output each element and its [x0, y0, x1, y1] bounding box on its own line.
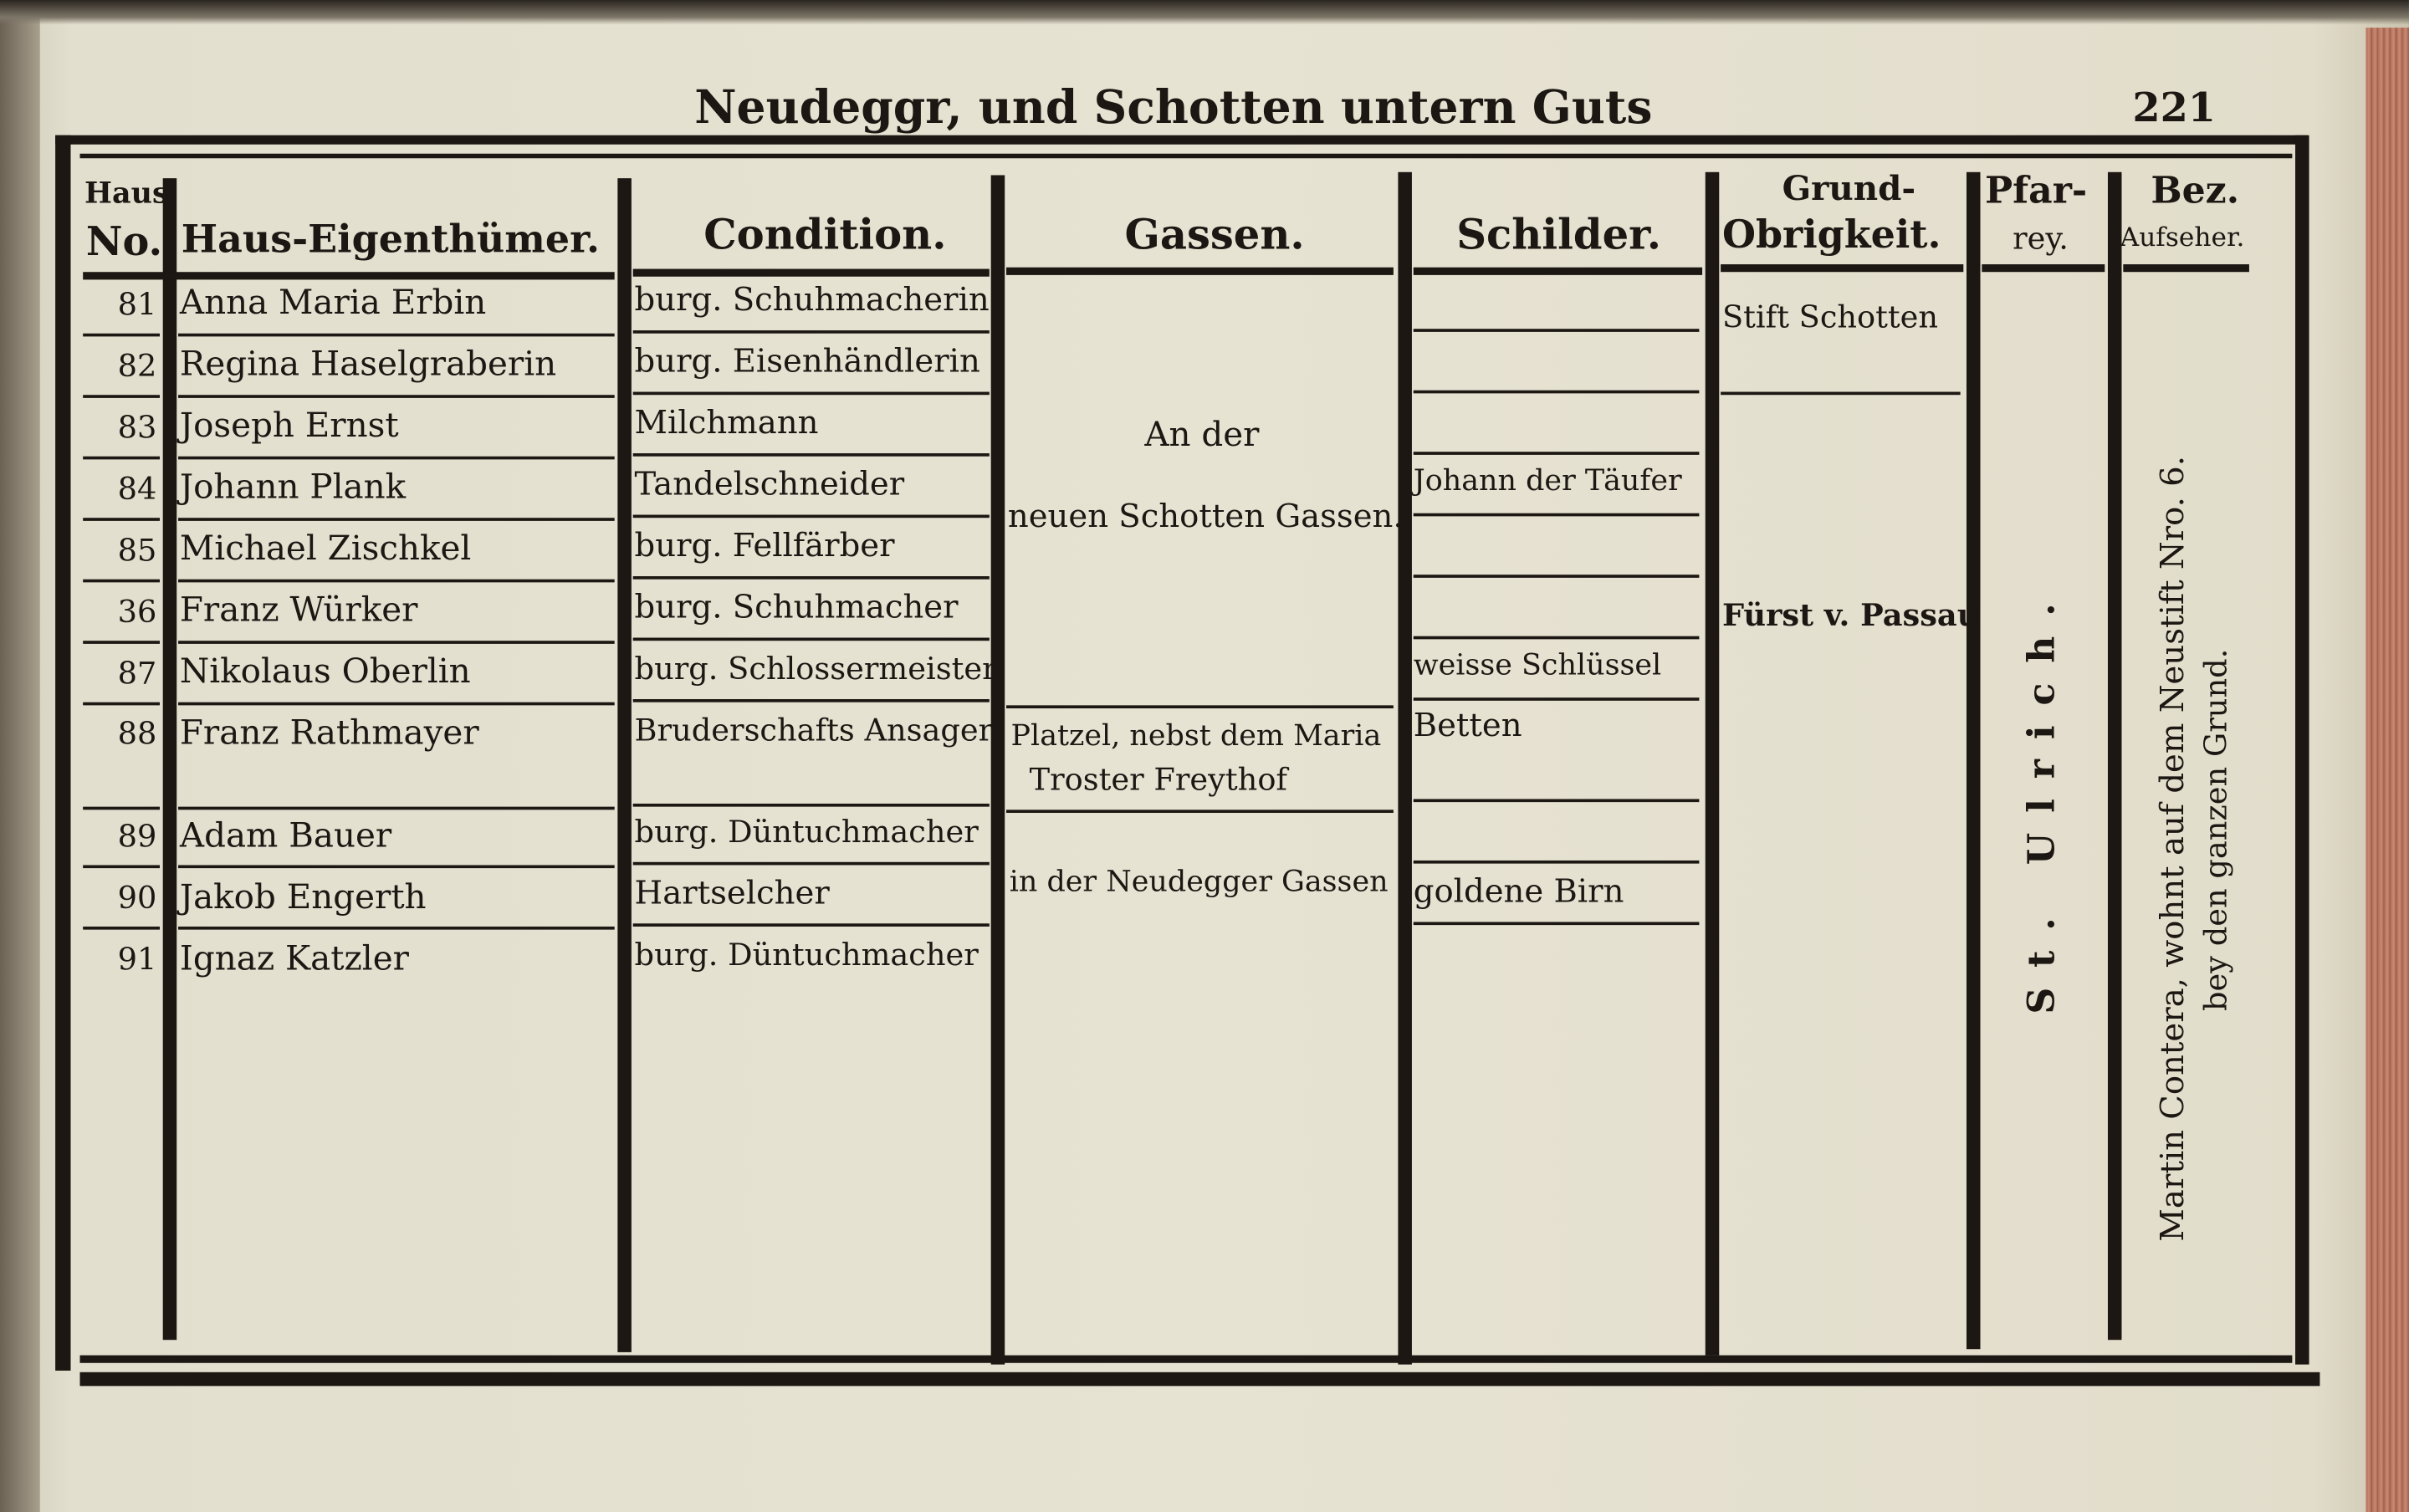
row-no: 85	[117, 531, 157, 569]
bez-aufseher-line1: Martin Contera, wohnt auf dem Neustift Nro. 6.	[2154, 455, 2192, 1242]
row-condition: Milchmann	[634, 404, 819, 442]
row-condition: burg. Schlossermeister	[634, 650, 997, 687]
row-condition: burg. Fellfärber	[634, 527, 895, 564]
row-no: 87	[117, 654, 157, 692]
row-owner: Adam Bauer	[179, 817, 392, 856]
header-grund-1: Grund-	[1782, 169, 1916, 209]
schild-weisse: weisse Schlüssel	[1413, 648, 1662, 682]
header-haus: Haus	[84, 176, 169, 211]
header-schilder: Schilder.	[1456, 212, 1662, 260]
row-condition: burg. Eisenhändlerin	[634, 342, 980, 380]
row-no: 81	[117, 285, 157, 323]
row-no: 82	[117, 347, 157, 385]
bez-aufseher-line2: bey den ganzen Grund.	[2197, 648, 2234, 1012]
pfarrey-text: St. Ulrich.	[2018, 583, 2064, 1014]
book-spine	[0, 0, 40, 1512]
row-owner: Jakob Engerth	[179, 878, 427, 917]
header-grund-2: Obrigkeit.	[1721, 212, 1941, 257]
row-condition: Bruderschafts Ansager	[634, 711, 994, 748]
header-bez-2: Aufseher.	[2120, 222, 2245, 254]
row-owner: Johann Plank	[179, 468, 407, 508]
row-condition: burg. Schuhmacher	[634, 588, 959, 626]
row-no: 83	[117, 408, 157, 446]
row-owner: Franz Würker	[179, 591, 418, 631]
row-no: 91	[117, 940, 157, 978]
schild-johann: Johann der Täufer	[1413, 463, 1682, 498]
row-no: 36	[117, 593, 157, 631]
header-gassen: Gassen.	[1124, 212, 1305, 260]
gassen-group1-line2: neuen Schotten Gassen.	[1007, 498, 1404, 535]
grund-fuerst-passau: Fürst v. Passau	[1721, 595, 1980, 634]
row-owner: Ignaz Katzler	[179, 940, 409, 979]
header-bez-1: Bez.	[2151, 167, 2240, 212]
grund-stift-schotten: Stift Schotten	[1721, 298, 1939, 335]
row-condition: burg. Düntuchmacher	[634, 812, 979, 850]
row-condition: Hartselcher	[634, 874, 830, 912]
row-owner: Joseph Ernst	[179, 406, 399, 446]
header-no: No.	[85, 219, 163, 266]
row-owner: Regina Haselgraberin	[179, 345, 557, 385]
header-pfarr-2: rey.	[2013, 219, 2069, 257]
gassen-group2-line1: Platzel, nebst dem Maria	[1010, 718, 1382, 753]
row-condition: burg. Düntuchmacher	[634, 935, 979, 973]
row-owner: Anna Maria Erbin	[179, 284, 487, 323]
row-owner: Franz Rathmayer	[179, 714, 479, 753]
top-shadow	[0, 0, 2409, 24]
row-condition: Tandelschneider	[634, 465, 905, 503]
row-no: 89	[117, 817, 157, 855]
schild-birn: goldene Birn	[1413, 872, 1624, 910]
row-no: 88	[117, 714, 157, 752]
gassen-group1-line1: An der	[1144, 416, 1260, 455]
row-no: 90	[117, 878, 157, 917]
row-owner: Michael Zischkel	[179, 529, 472, 569]
page-number: 221	[2132, 85, 2217, 133]
header-condition: Condition.	[703, 212, 947, 260]
gassen-group3: in der Neudegger Gassen	[1009, 865, 1389, 899]
running-head-title: Neudeggr, und Schotten untern Guts	[694, 81, 1653, 135]
schild-betten: Betten	[1413, 707, 1522, 744]
header-pfarr-1: Pfar-	[1985, 167, 2088, 212]
row-no: 84	[117, 470, 157, 508]
gassen-group2-line2: Troster Freythof	[1029, 760, 1288, 798]
row-owner: Nikolaus Oberlin	[179, 652, 471, 692]
row-condition: burg. Schuhmacherin	[634, 281, 990, 319]
page-edge	[2366, 28, 2409, 1512]
header-owner: Haus-Eigenthümer.	[181, 217, 601, 262]
